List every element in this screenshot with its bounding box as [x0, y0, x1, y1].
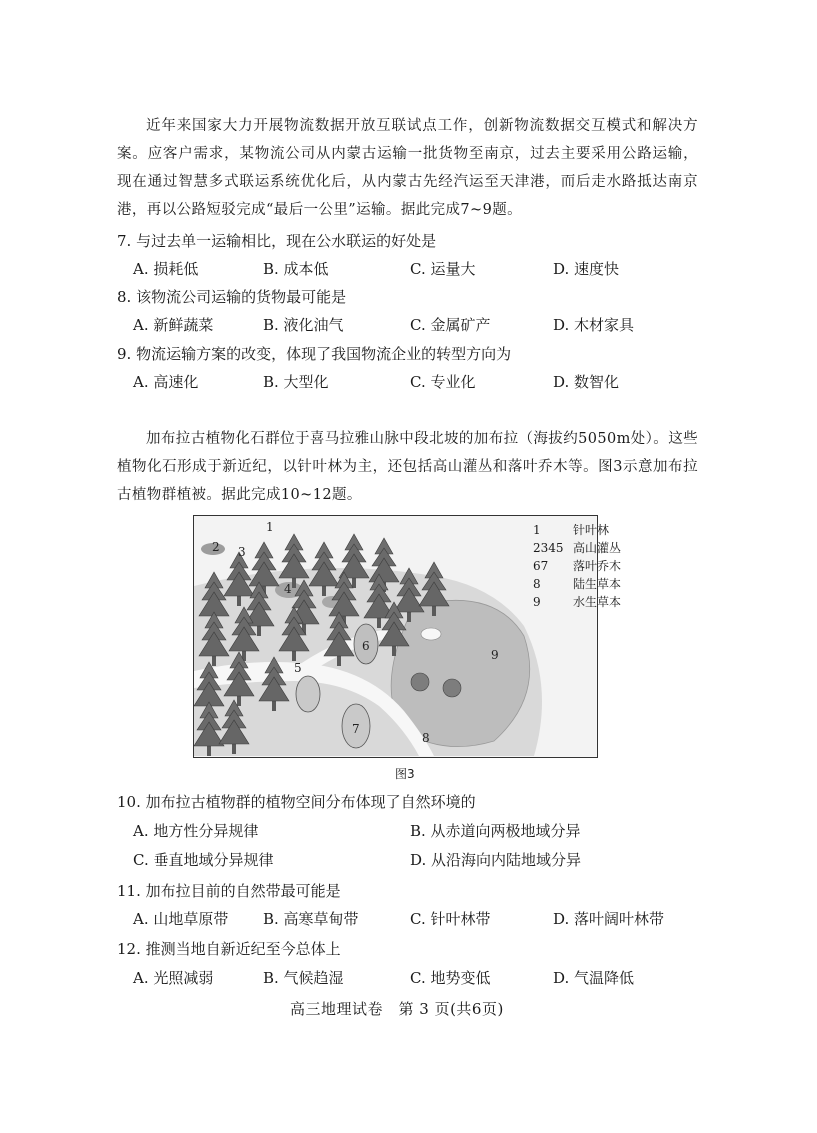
- question-12-option-b: B. 气候趋湿: [263, 969, 344, 987]
- question-11-option-a: A. 山地草原带: [133, 910, 229, 928]
- label-5: 5: [294, 661, 302, 675]
- figure-legend: [533, 521, 621, 611]
- question-7-option-d: D. 速度快: [553, 260, 620, 278]
- question-12-option-c: C. 地势变低: [410, 969, 491, 987]
- label-4: 4: [284, 582, 292, 596]
- question-10-option-d: D. 从沿海向内陆地域分异: [410, 851, 582, 869]
- question-8-stem: 8. 该物流公司运输的货物最可能是: [117, 288, 347, 306]
- question-10-option-a: A. 地方性分异规律: [133, 822, 259, 840]
- label-6: 6: [362, 639, 370, 653]
- page-footer: 高三地理试卷 第 3 页(共6页): [290, 1000, 504, 1018]
- question-10-option-b: B. 从赤道向两极地域分异: [410, 822, 581, 840]
- question-12-option-a: A. 光照减弱: [133, 969, 214, 987]
- question-8-option-c: C. 金属矿产: [410, 316, 491, 334]
- question-7-option-a: A. 损耗低: [133, 260, 199, 278]
- question-9-option-b: B. 大型化: [263, 373, 329, 391]
- label-8: 8: [422, 731, 430, 745]
- legend-item: 8 陆生草本: [533, 577, 622, 591]
- question-8-option-d: D. 木材家具: [553, 316, 635, 334]
- question-8-option-b: B. 液化油气: [263, 316, 344, 334]
- question-12-stem: 12. 推测当地自新近纪至今总体上: [117, 940, 341, 958]
- question-7-option-c: C. 运量大: [410, 260, 476, 278]
- question-9-option-a: A. 高速化: [133, 373, 199, 391]
- question-9-option-c: C. 专业化: [410, 373, 476, 391]
- label-9: 9: [491, 648, 499, 662]
- label-3: 3: [238, 545, 246, 559]
- passage-logistics: 近年来国家大力开展物流数据开放互联试点工作，创新物流数据交互模式和解决方案。应客户需求，某物流公司从内蒙古运输一批货物至南京，过去主要采用公路运输，现在通过智慧多式联运系统优化后，从内蒙古先经汽运至天津港，而后走水路抵达南京港，再以公路短驳完成“最后一公里”运输。据此完成7~9题。: [117, 118, 698, 218]
- question-9-stem: 9. 物流运输方案的改变，体现了我国物流企业的转型方向为: [117, 345, 512, 363]
- question-7-option-b: B. 成本低: [263, 260, 329, 278]
- question-11-option-b: B. 高寒草甸带: [263, 910, 359, 928]
- label-7: 7: [352, 722, 360, 736]
- question-11-stem: 11. 加布拉目前的自然带最可能是: [117, 882, 341, 900]
- legend-item: 1 针叶林: [533, 523, 610, 537]
- question-11-option-c: C. 针叶林带: [410, 910, 491, 928]
- question-7-stem: 7. 与过去单一运输相比，现在公水联运的好处是: [117, 232, 437, 250]
- question-11-option-d: D. 落叶阔叶林带: [553, 910, 665, 928]
- question-10-stem: 10. 加布拉古植物群的植物空间分布体现了自然环境的: [117, 793, 476, 811]
- legend-item: 2345 高山灌丛: [533, 541, 622, 555]
- label-1: 1: [266, 520, 274, 534]
- question-10-option-c: C. 垂直地域分异规律: [133, 851, 274, 869]
- question-9-option-d: D. 数智化: [553, 373, 620, 391]
- label-2: 2: [212, 540, 220, 554]
- legend-item: 9 水生草本: [533, 595, 622, 609]
- passage-fossil-flora: 加布拉古植物化石群位于喜马拉雅山脉中段北坡的加布拉（海拔约5050m处）。这些植物化石形成于新近纪，以针叶林为主，还包括高山灌丛和落叶乔木等。图3示意加布拉古植物群植被。据此完成10~12题。: [117, 431, 698, 503]
- figure-caption: 图3: [395, 767, 415, 781]
- legend-item: 67 落叶乔木: [533, 559, 622, 573]
- question-8-option-a: A. 新鲜蔬菜: [133, 316, 214, 334]
- question-12-option-d: D. 气温降低: [553, 969, 635, 987]
